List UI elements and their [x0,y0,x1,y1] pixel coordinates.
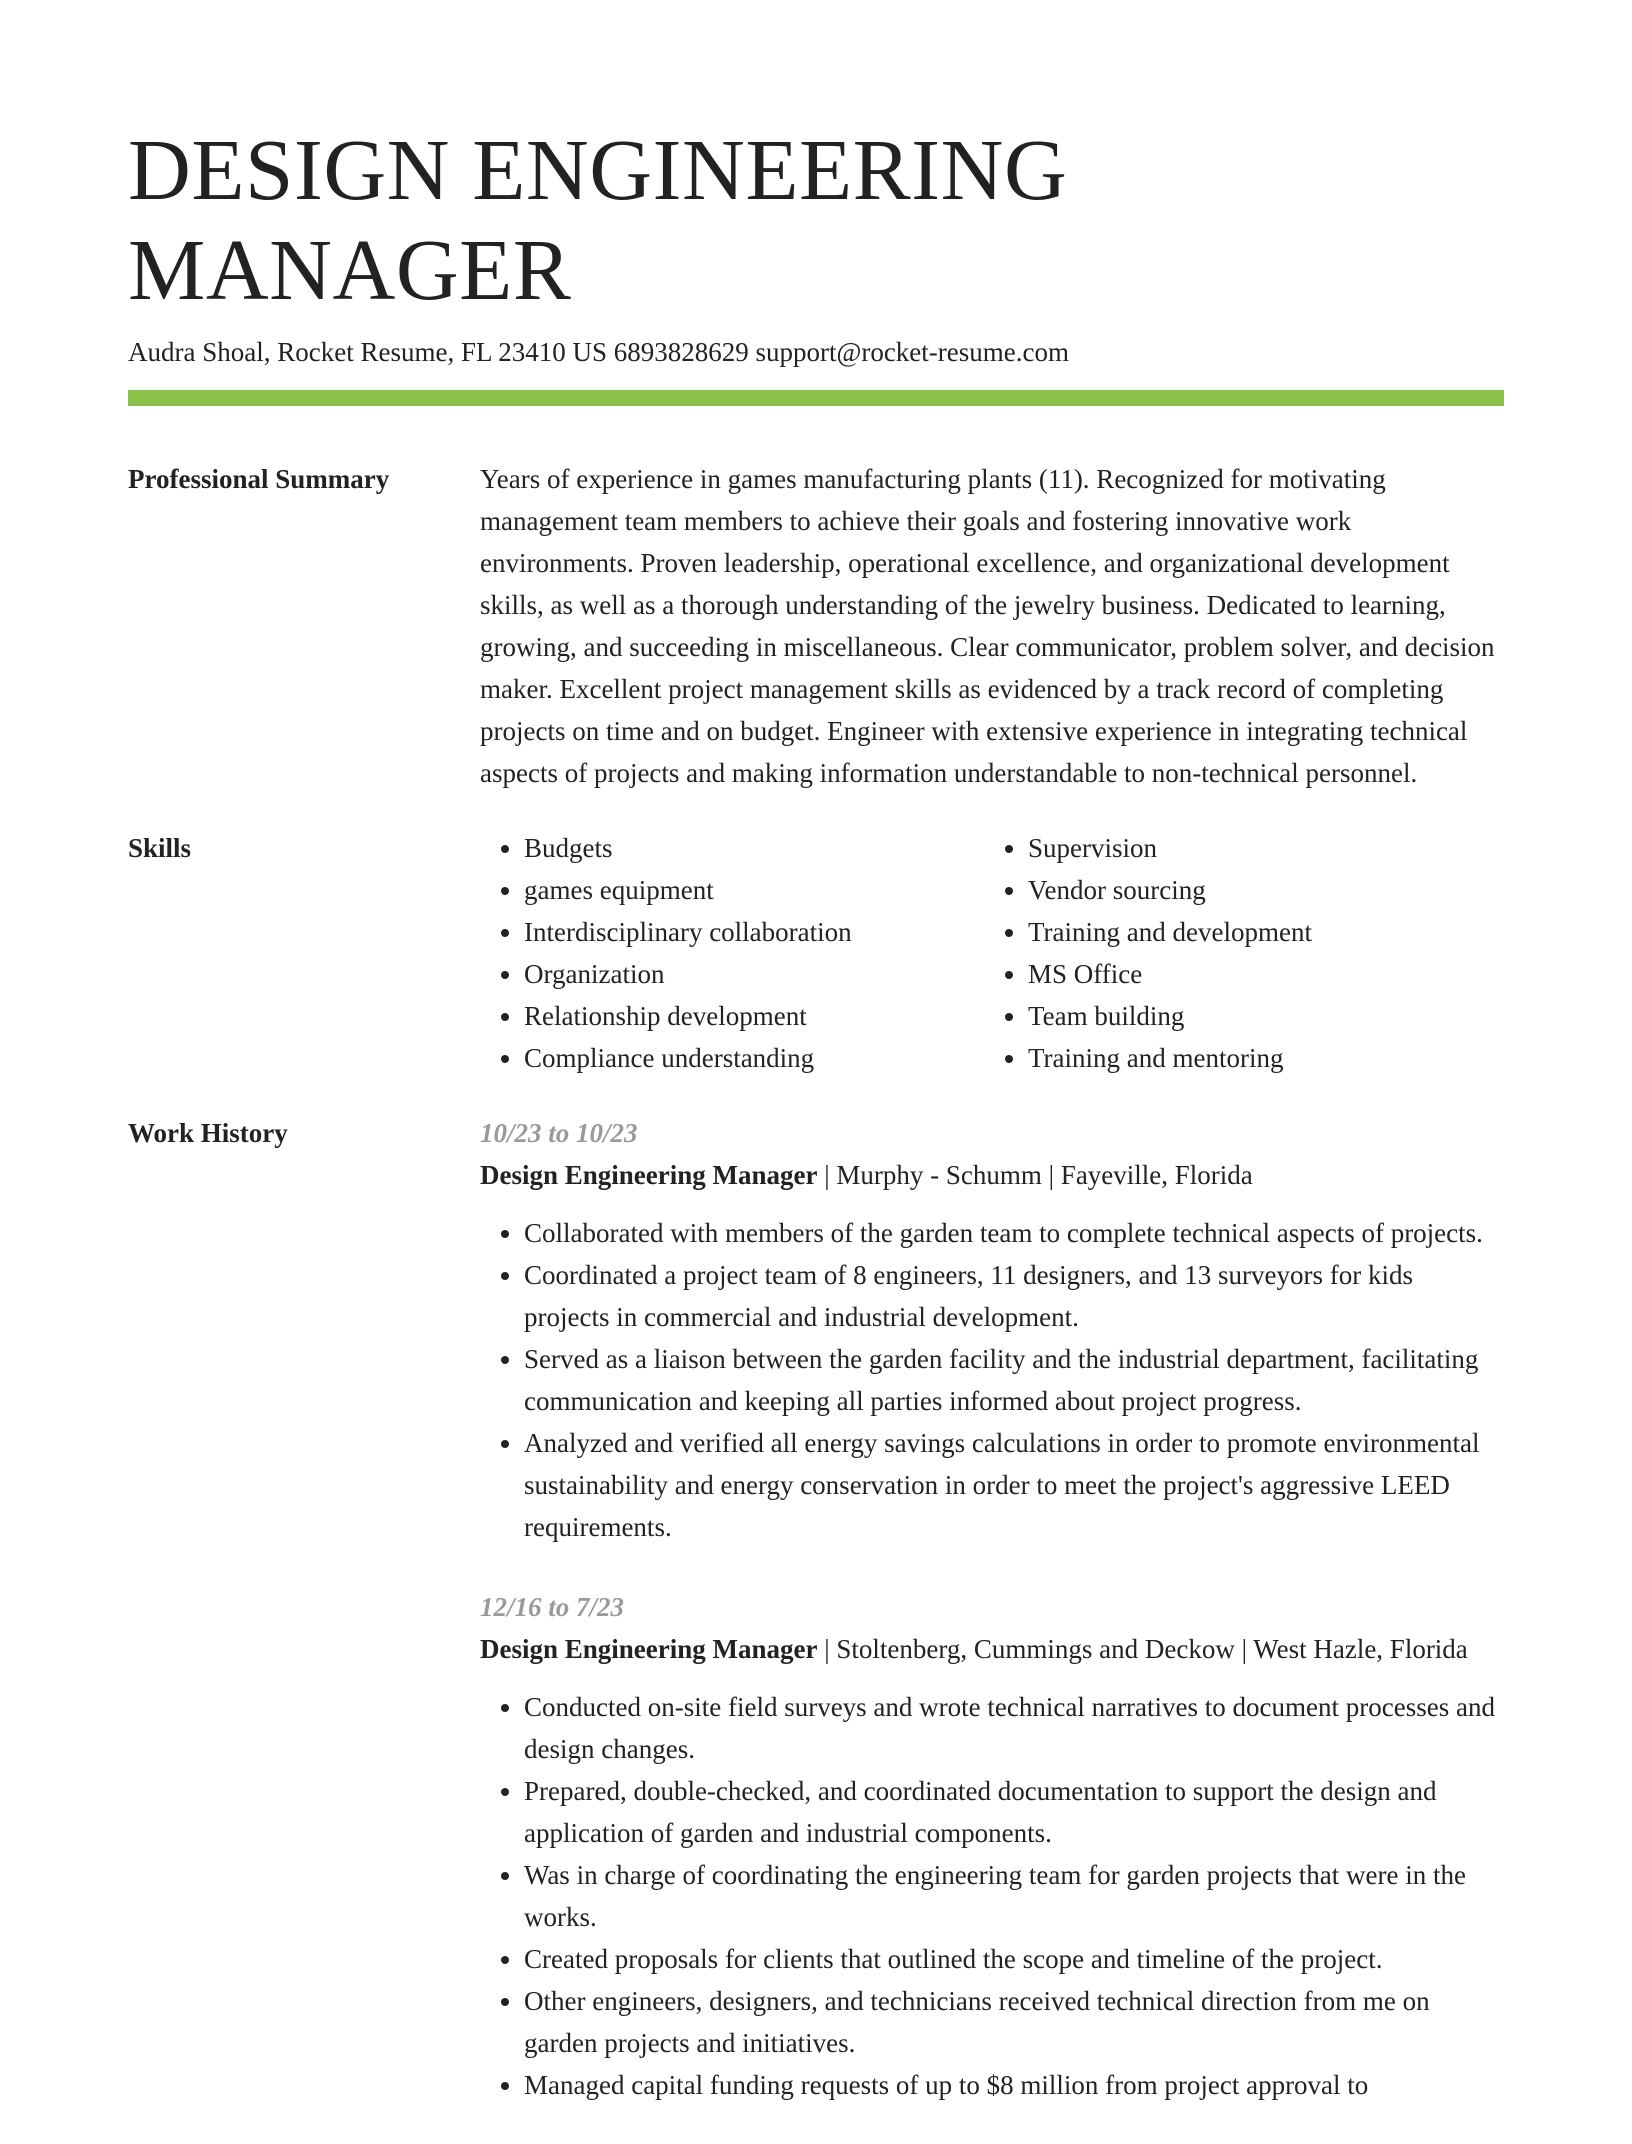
summary-heading: Professional Summary [128,464,390,494]
skill-item: • Relationship development [524,995,984,1037]
job-entry [480,1112,1504,1548]
job-details: | Stoltenberg, Cummings and Deckow | West Hazle, Florida [817,1634,1468,1664]
skills-section [128,827,1504,1079]
skill-item: • Training and development [1028,911,1312,953]
skills-heading: Skills [128,833,192,863]
skill-item: • Training and mentoring [1028,1037,1312,1079]
job-bullet: • Served as a liaison between the garden facility and the industrial department, facilitating communication and keeping all parties informed about project progress. [524,1338,1504,1422]
accent-divider [128,390,1504,406]
skill-item: • Team building [1028,995,1312,1037]
job-bullet: • Coordinated a project team of 8 engineers, 11 designers, and 13 surveyors for kids projects in commercial and industrial development. [524,1254,1504,1338]
job-entry [480,1586,1504,2106]
skill-item: • games equipment [524,869,984,911]
job-bullet: • Managed capital funding requests of up to $8 million from project approval to [524,2064,1504,2106]
skill-item: • Compliance understanding [524,1037,984,1079]
job-bullet: • Analyzed and verified all energy savings calculations in order to promote environmental sustainability and energy conservation in order to meet the project's aggressive LEED requirements. [524,1422,1504,1548]
job-bullet: • Created proposals for clients that outlined the scope and timeline of the project. [524,1938,1504,1980]
job-bullets [480,1686,1504,2106]
skill-item: • Organization [524,953,984,995]
job-details: | Murphy - Schumm | Fayeville, Florida [817,1160,1253,1190]
work-history-section [128,1112,1504,2144]
skills-list-left [480,827,984,1079]
job-bullets [480,1212,1504,1548]
summary-text: Years of experience in games manufacturing plants (11). Recognized for motivating management team members to achieve their goals and fostering innovative work environments. Proven leadership, operational excellence, and organizational development skills, as well as a thorough understanding of the jewelry business. Dedicated to learning, growing, and succeeding in miscellaneous. Clear communicator, problem solver, and decision maker. Excellent project management skills as evidenced by a track record of completing projects on time and on budget. Engineer with extensive experience in integrating technical aspects of projects and making information understandable to non-technical personnel. [480,464,1495,788]
contact-line: Audra Shoal, Rocket Resume, FL 23410 US 6893828629 support@rocket-resume.com [128,337,1069,367]
skill-item: • Interdisciplinary collaboration [524,911,984,953]
resume-page [128,120,1504,2144]
skill-item: • Vendor sourcing [1028,869,1312,911]
skills-list-right [984,827,1312,1079]
job-bullet: • Conducted on-site field surveys and wrote technical narratives to document processes and design changes. [524,1686,1504,1770]
job-bullet: • Prepared, double-checked, and coordinated documentation to support the design and application of garden and industrial components. [524,1770,1504,1854]
job-heading [480,1628,1504,1670]
skill-item: • Supervision [1028,827,1312,869]
job-dates: 12/16 to 7/23 [480,1592,625,1622]
resume-title: DESIGN ENGINEERING MANAGER [128,121,1068,318]
job-dates: 10/23 to 10/23 [480,1118,638,1148]
job-bullet: • Was in charge of coordinating the engineering team for garden projects that were in the works. [524,1854,1504,1938]
summary-section [128,458,1504,794]
work-history-heading: Work History [128,1118,288,1148]
job-title: Design Engineering Manager [480,1634,818,1664]
job-bullet: • Other engineers, designers, and technicians received technical direction from me on garden projects and initiatives. [524,1980,1504,2064]
job-bullet: • Collaborated with members of the garden team to complete technical aspects of projects. [524,1212,1504,1254]
job-title: Design Engineering Manager [480,1160,818,1190]
skill-item: • MS Office [1028,953,1312,995]
skill-item: • Budgets [524,827,984,869]
job-heading [480,1154,1504,1196]
